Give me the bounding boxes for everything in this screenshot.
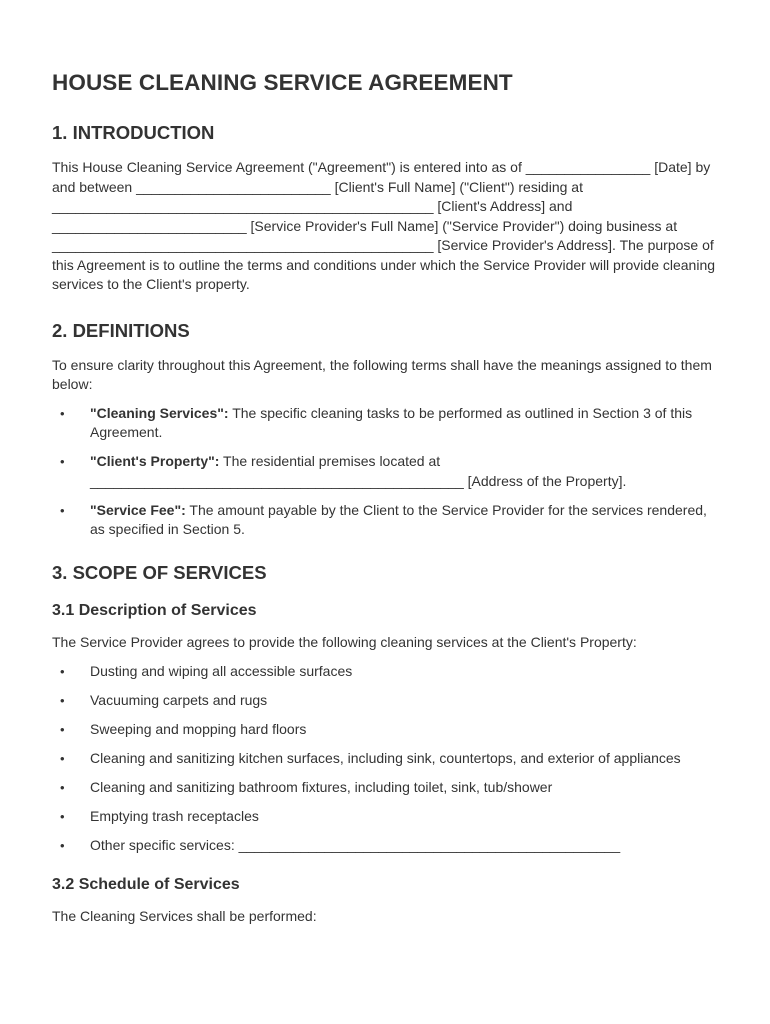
list-item xyxy=(52,778,724,798)
services-intro: The Service Provider agrees to provide the following cleaning services at the Client's Property: xyxy=(52,633,637,650)
service-text: Dusting and wiping all accessible surfaces xyxy=(90,663,353,679)
section-heading-definitions: 2. DEFINITIONS xyxy=(52,319,190,341)
services-list xyxy=(52,662,724,856)
bullet-icon: • xyxy=(60,502,65,518)
definition-text: The residential premises located at ________________________________________________ [Address of the Property]. xyxy=(90,453,627,489)
subsection-heading-description: 3.1 Description of Services xyxy=(52,601,257,619)
bullet-icon: • xyxy=(60,405,65,421)
list-item xyxy=(52,662,724,682)
service-text: Sweeping and mopping hard floors xyxy=(90,721,307,737)
list-item xyxy=(52,452,724,491)
schedule-intro: The Cleaning Services shall be performed: xyxy=(52,907,317,924)
list-item xyxy=(52,720,724,740)
bullet-icon: • xyxy=(60,809,65,824)
definition-term: "Cleaning Services": xyxy=(90,404,229,421)
list-item xyxy=(52,807,724,827)
service-text: Emptying trash receptacles xyxy=(90,808,259,824)
bullet-icon: • xyxy=(60,780,65,795)
bullet-icon: • xyxy=(60,693,65,708)
bullet-icon: • xyxy=(60,664,65,679)
document-title: HOUSE CLEANING SERVICE AGREEMENT xyxy=(52,70,513,95)
definition-term: "Client's Property": xyxy=(90,453,220,469)
document-page xyxy=(52,70,724,926)
definitions-intro: To ensure clarity throughout this Agreement, the following terms shall have the meanings assigned to them below: xyxy=(52,356,712,392)
list-item xyxy=(52,691,724,711)
service-text: Other specific services: _________________________________________________ xyxy=(90,837,621,853)
definition-text: The amount payable by the Client to the Service Provider for the services rendered, as specified in Section 5. xyxy=(90,501,707,537)
introduction-paragraph: This House Cleaning Service Agreement ("Agreement") is entered into as of ________________ [Date] by and between _________________________ [Client's Full Name] ("Client") residing at _________________________________________________ [Client's Address] and _________________________ [Service Provider's Full Name] ("Service Provider") doing business at _________________________________________________ [Service Provider's Address]. The purpose of this Agreement is to outline the terms and conditions under which the Service Provider will provide cleaning services to the Client's property. xyxy=(52,159,716,292)
subsection-heading-schedule: 3.2 Schedule of Services xyxy=(52,875,240,893)
bullet-icon: • xyxy=(60,838,65,853)
definition-text: The specific cleaning tasks to be performed as outlined in Section 3 of this Agreement. xyxy=(90,404,693,440)
list-item xyxy=(52,749,724,769)
bullet-icon: • xyxy=(60,751,65,766)
definitions-list xyxy=(52,404,724,540)
list-item xyxy=(52,836,724,856)
bullet-icon: • xyxy=(60,454,65,469)
service-text: Cleaning and sanitizing bathroom fixtures, including toilet, sink, tub/shower xyxy=(90,779,553,795)
section-heading-introduction: 1. INTRODUCTION xyxy=(52,122,215,143)
service-text: Cleaning and sanitizing kitchen surfaces, including sink, countertops, and exterior of appliances xyxy=(90,750,681,766)
section-heading-scope: 3. SCOPE OF SERVICES xyxy=(52,561,267,583)
list-item xyxy=(52,404,724,443)
bullet-icon: • xyxy=(60,722,65,737)
definition-term: "Service Fee": xyxy=(90,501,186,518)
list-item xyxy=(52,501,724,540)
service-text: Vacuuming carpets and rugs xyxy=(90,692,268,708)
